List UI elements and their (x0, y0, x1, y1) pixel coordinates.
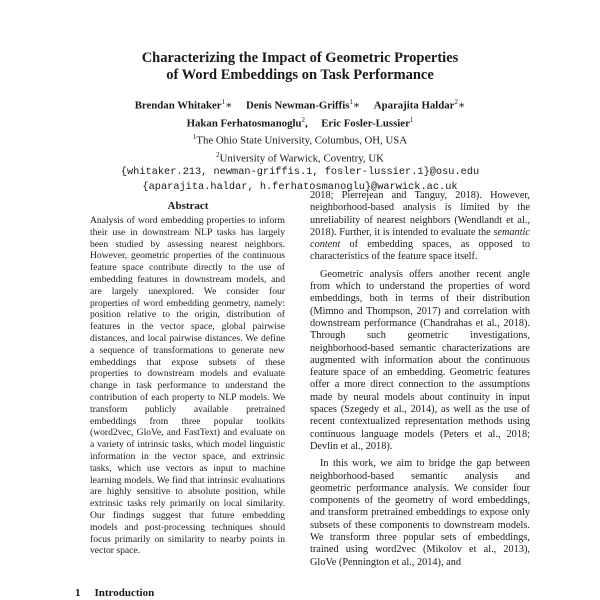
author-ferhatosmanoglu: Hakan Ferhatosmanoglu (186, 117, 302, 130)
author-block (0, 95, 600, 195)
paragraph-1: 2018; Pierrejean and Tanguy, 2018). However, neighborhood-based analysis is limited by the unreliability of nearest neighbors (Wendlandt et al., 2018). Further, it is intended to evaluate the semantic content of embedding spaces, as opposed to characteristics of the feature space itself. (310, 190, 530, 263)
emphasis-semantic-content: semantic content (310, 226, 530, 251)
section-number: 1 (75, 587, 81, 599)
paragraph-2: Geometric analysis offers another recent angle from which to understand the properties of word embeddings, both in terms of their distribution (Mimno and Thompson, 2017) and correlation with downstream performance (Chandrahas et al., 2018). Through such geometric investigations, neighborhood-based semantic characterizations are augmented with information about the continuous feature space of an embedding. Geometric features offer a more direct connection to the assumptions made by neural models about continuity in input spaces (Szegedy et al., 2014), as well as the use of recent contextualized representation methods using continuous language models (Peters et al., 2018; Devlin et al., 2018). (310, 268, 530, 452)
authors-line-2: Hakan Ferhatosmanoglu$^2$, Eric Fosler-Lussier$^1$ (186, 115, 414, 130)
paper-title (0, 50, 600, 84)
author-newman-griffis: Denis Newman-Griffis (245, 99, 350, 112)
author-haldar: Aparajita Haldar (373, 99, 455, 112)
authors-line-1: Brendan Whitaker$^1$∗ Denis Newman-Griffis$^1$∗ Aparajita Haldar$^2$∗ (134, 98, 466, 112)
affiliation-2: $^2$University of Warwick, Coventry, UK (216, 150, 384, 165)
author-fosler-lussier: Eric Fosler-Lussier (321, 117, 410, 130)
title-line-2: of Word Embeddings on Task Performance (166, 67, 434, 83)
paragraph-3: In this work, we aim to bridge the gap between neighborhood-based semantic analysis and geometric performance analysis. We consider four components of the geometry of word embeddings, and transform pretrained embeddings to expose only subsets of these components to downstream models. We transform three popular sets of embeddings, trained using word2vec (Mikolov et al., 2013), GloVe (Pennington et al., 2014), and (310, 458, 530, 568)
email-line-1: {whitaker.213, newman-griffis.1, fosler-lussier.1}@osu.edu (120, 166, 480, 179)
abstract-heading: Abstract (167, 200, 209, 212)
author-whitaker: Brendan Whitaker (134, 99, 222, 112)
email-line-2: {aparajita.haldar, h.ferhatosmanoglu}@warwick.ac.uk (142, 181, 458, 194)
affiliation-1: $^1$The Ohio State University, Columbus, OH, USA (192, 133, 408, 147)
right-column (310, 190, 530, 569)
section-heading-introduction (75, 587, 168, 599)
section-title: Introduction (94, 587, 155, 599)
title-line-1: Characterizing the Impact of Geometric Properties (141, 50, 459, 66)
abstract-body: Analysis of word embedding properties to inform their use in downstream NLP tasks has largely been studied by assessing nearest neighbors. However, geometric properties of the continuous feature space contribute directly to the use of embedding features in downstream models, and are largely unexplored. We consider four properties of word embedding geometry, namely: position relative to the origin, distribution of features in the vector space, global pairwise distances, and local pairwise distances. We define a sequence of transformations to generate new embeddings that expose subsets of these properties to downstream models and evaluate change in task performance to understand the contribution of each property to NLP models. We transform publicly available pretrained embeddings from three popular toolkits (word2vec, GloVe, and FastText) and evaluate on a variety of intrinsic tasks, which model linguistic information in the vector space, and extrinsic tasks, which use vectors as input to machine learning models. We find that intrinsic evaluations are highly sensitive to absolute position, while extrinsic tasks rely primarily on local similarity. Our findings suggest that future embedding models and post-processing techniques should focus primarily on similarity to nearby points in vector space. (90, 215, 285, 557)
